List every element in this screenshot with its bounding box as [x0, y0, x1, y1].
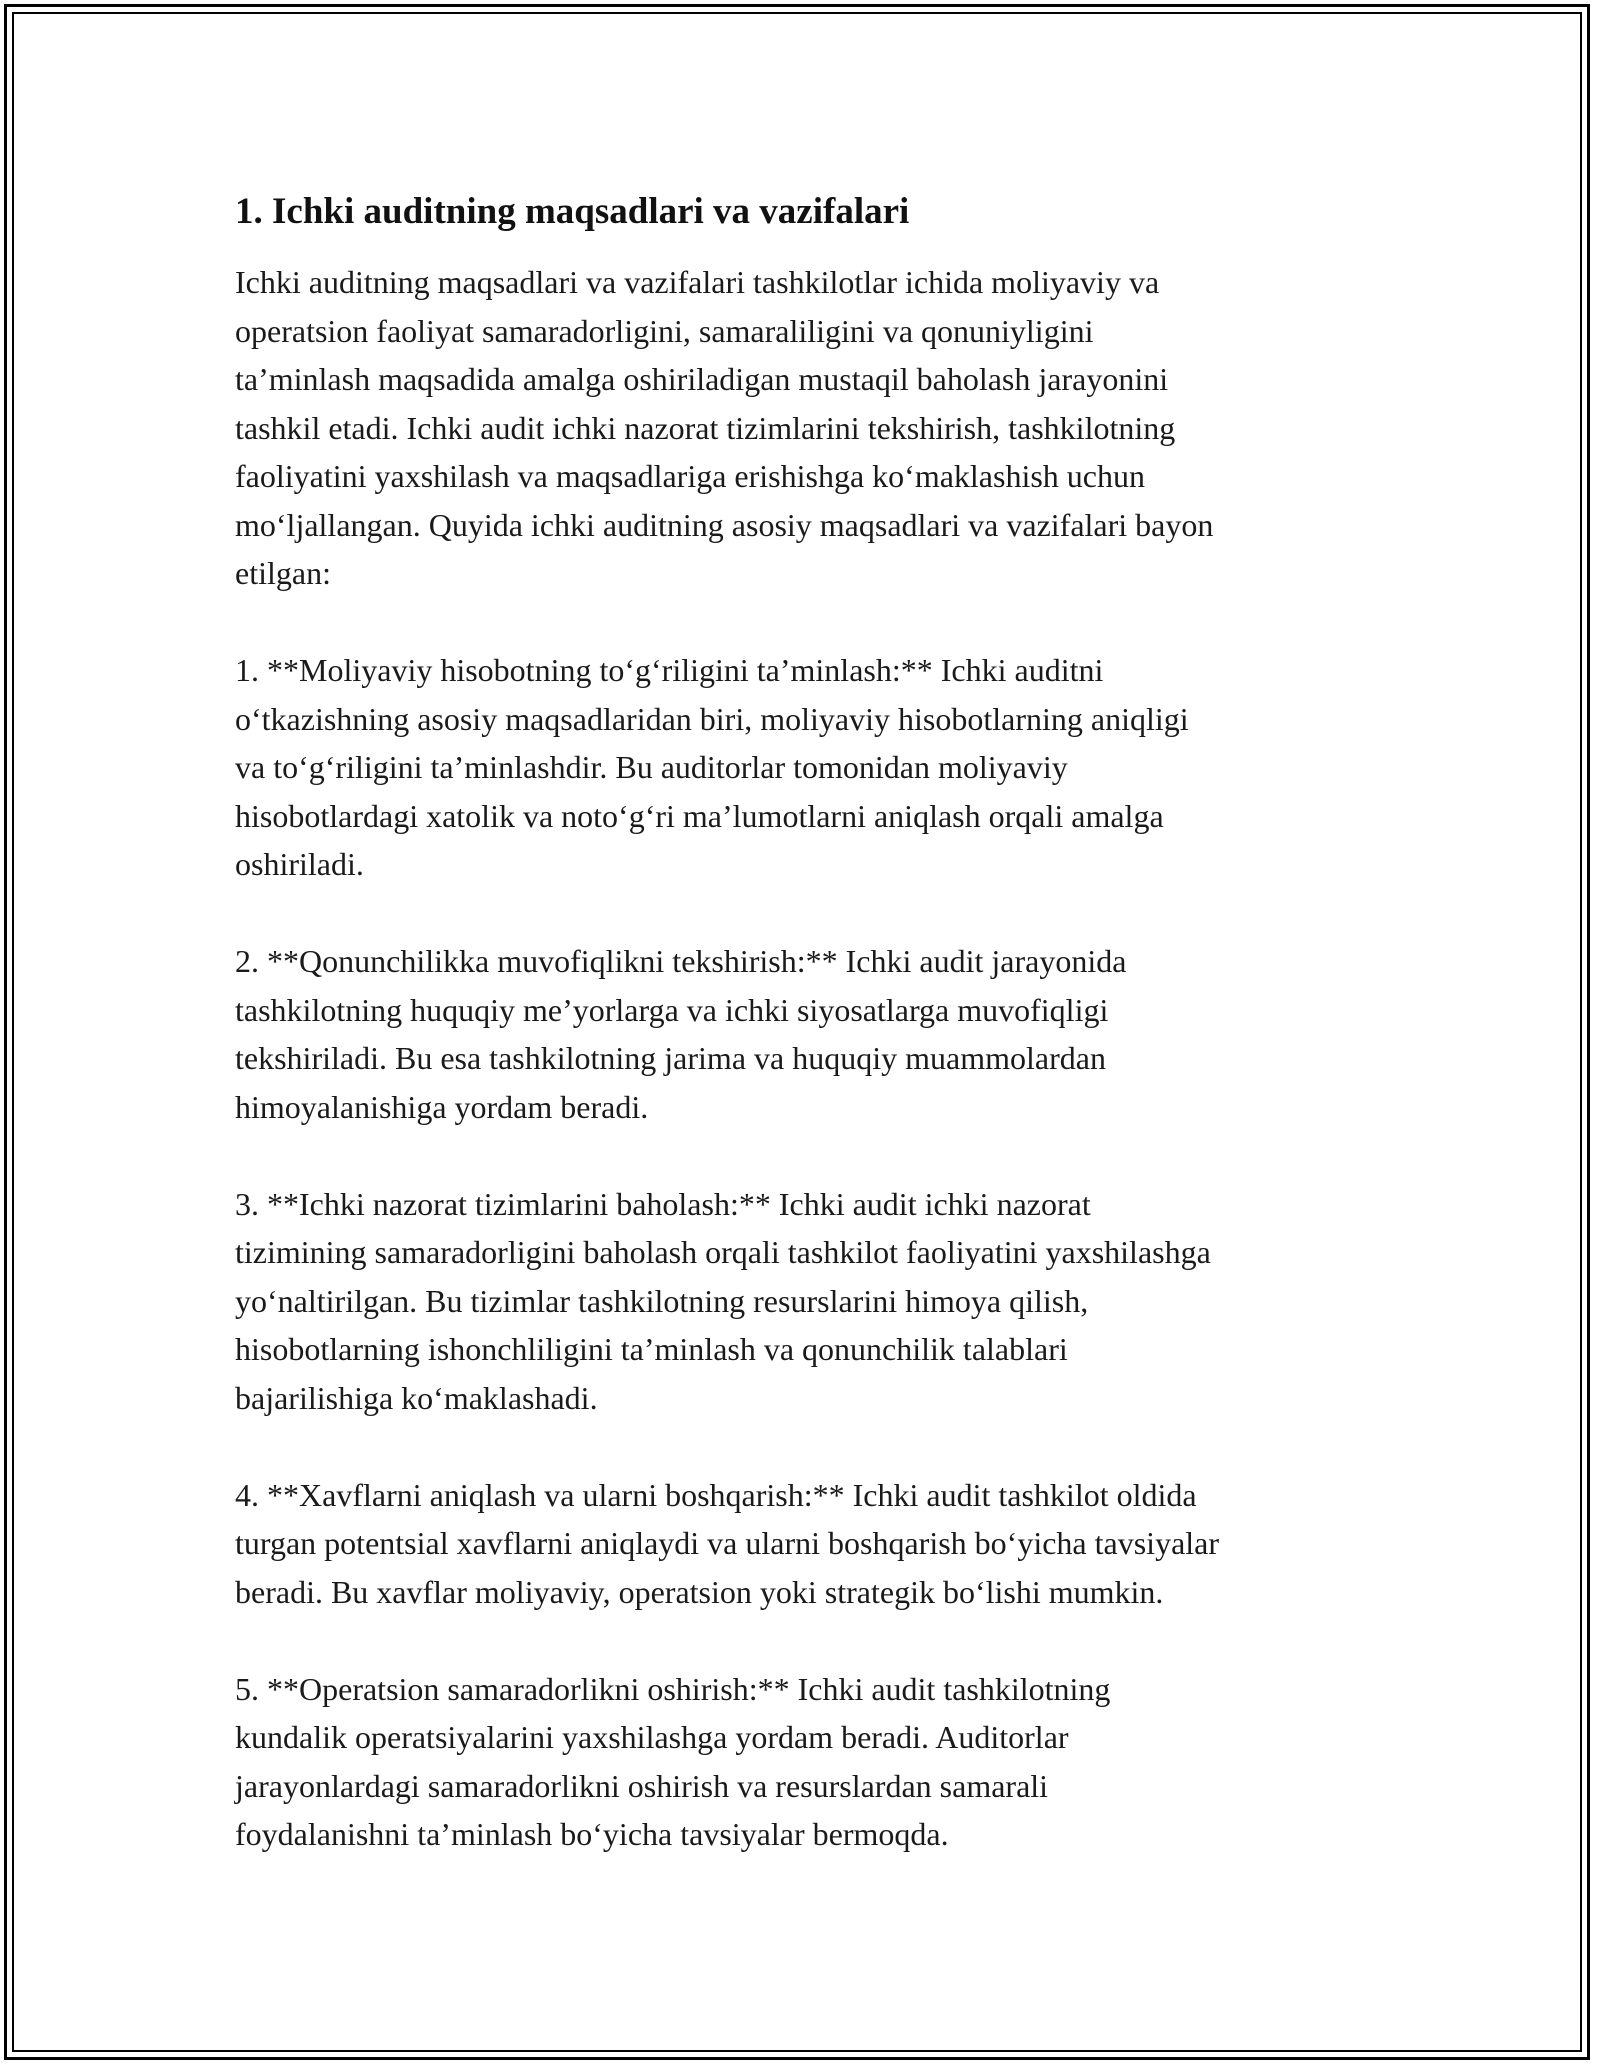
intro-paragraph: Ichki auditning maqsadlari va vazifalari tashkilotlar ichida moliyaviy va operatsion faoliyat samaradorligini, samaraliligini va qonuniyligini ta’minlash maqsadida amalga oshiriladigan mustaqil baholash jarayonini tashkil etadi. Ichki audit ichki nazorat tizimlarini tekshirish, tashkilotning faoliyatini yaxshilash va maqsadlariga erishishga ko‘maklashish uchun mo‘ljallangan. Quyida ichki auditning asosiy maqsadlari va vazifalari bayon etilgan: [235, 264, 1214, 591]
list-item-4: 4. **Xavflarni aniqlash va ularni boshqarish:** Ichki audit tashkilot oldida turgan potentsial xavflarni aniqlaydi va ularni boshqarish bo‘yicha tavsiyalar beradi. Bu xavflar moliyaviy, operatsion yoki strategik bo‘lishi mumkin. [235, 1476, 1220, 1610]
list-item-3: 3. **Ichki nazorat tizimlarini baholash:** Ichki audit ichki nazorat tizimining samaradorligini baholash orqali tashkilot faoliyatini yaxshilashga yo‘naltirilgan. Bu tizimlar tashkilotning resurslarini himoya qilish, hisobotlarning ishonchliligini ta’minlash va qonunchilik talablari bajarilishiga ko‘maklashadi. [235, 1185, 1211, 1416]
document-title: 1. Ichki auditning maqsadlari va vazifalari [235, 191, 910, 232]
list-item-2: 2. **Qonunchilikka muvofiqlikni tekshirish:** Ichki audit jarayonida tashkilotning huquqiy me’yorlarga va ichki siyosatlarga muvofiqligi tekshiriladi. Bu esa tashkilotning jarima va huquqiy muammolardan himoyalanishiga yordam beradi. [235, 943, 1127, 1125]
list-item-1: 1. **Moliyaviy hisobotning to‘g‘riligini ta’minlash:** Ichki auditni o‘tkazishning asosiy maqsadlaridan biri, moliyaviy hisobotlarning aniqligi va to‘g‘riligini ta’minlashdir. Bu auditorlar tomonidan moliyaviy hisobotlardagi xatolik va noto‘g‘ri ma’lumotlarni aniqlash orqali amalga oshiriladi. [235, 652, 1189, 882]
document-page [235, 188, 1370, 1907]
list-item-5: 5. **Operatsion samaradorlikni oshirish:** Ichki audit tashkilotning kundalik operatsiyalarini yaxshilashga yordam beradi. Auditorlar jarayonlardagi samaradorlikni oshirish va resurslardan samarali foydalanishni ta’minlash bo‘yicha tavsiyalar bermoqda. [235, 1670, 1111, 1852]
